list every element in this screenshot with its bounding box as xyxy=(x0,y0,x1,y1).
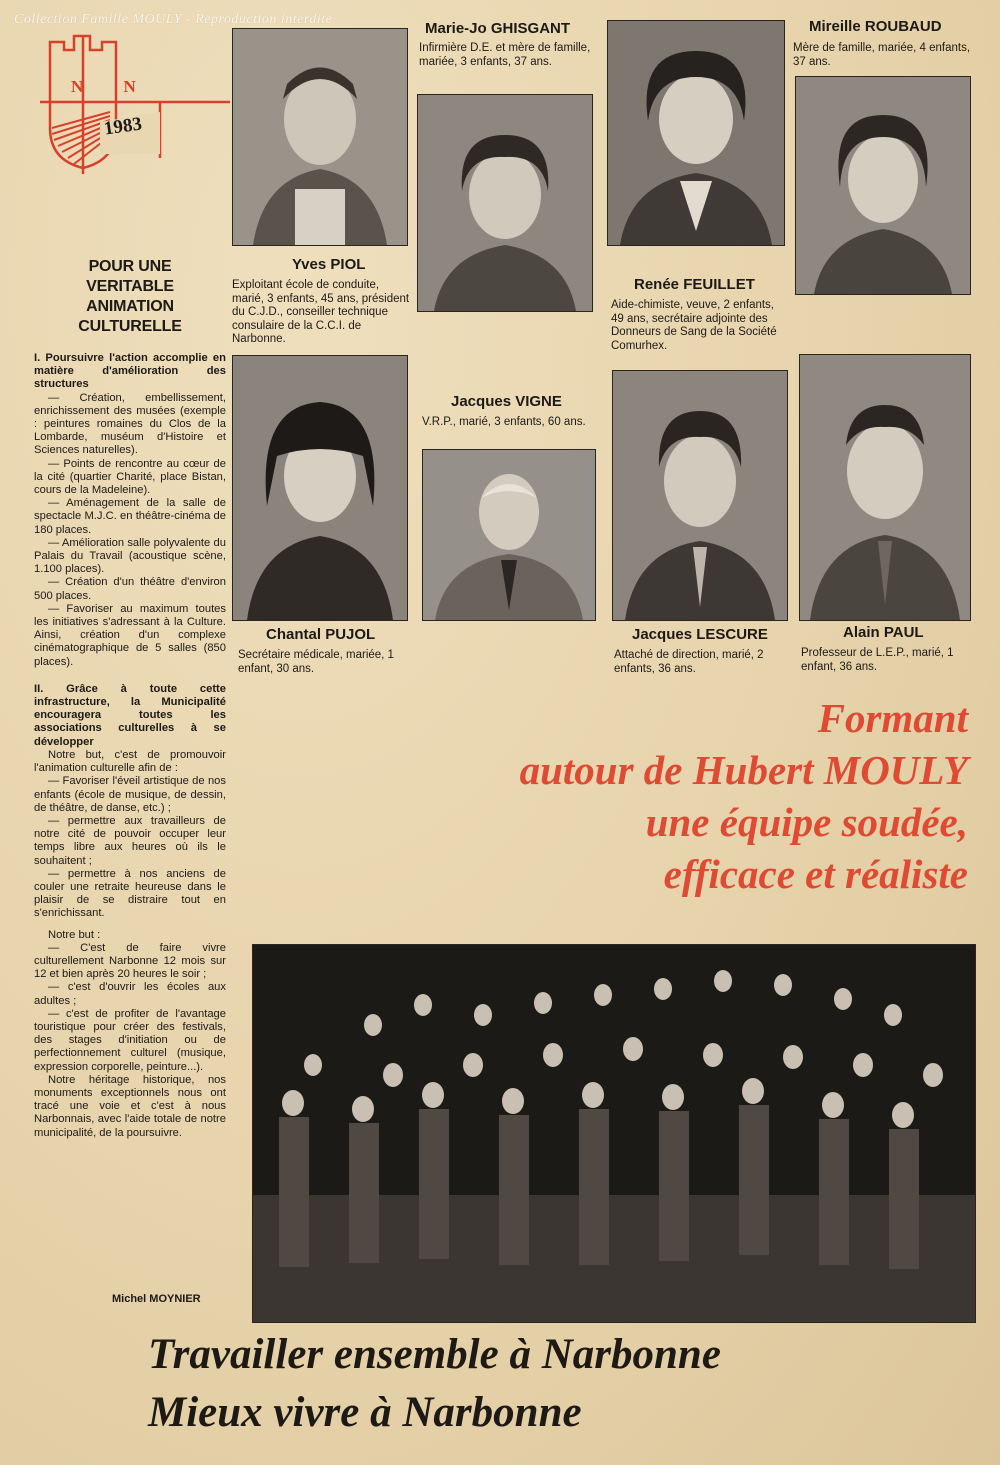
person-bio: V.R.P., marié, 3 enfants, 60 ans. xyxy=(422,416,586,428)
person-bio: Exploitant école de conduite, marié, 3 enfants, 45 ans, président du C.J.D., conseiller technique consulaire de la C.C.I. de Narbonne. xyxy=(232,279,410,345)
person-name: Jacques LESCURE xyxy=(632,626,768,643)
photo-marie-jo-ghisgant xyxy=(417,94,593,312)
subheading: II. Grâce à toute cette infrastructure, la Municipalité encouragera toutes les associations culturelles à se développer xyxy=(34,682,226,748)
section-title-line: VERITABLE xyxy=(86,278,174,295)
photo-chantal-pujol xyxy=(232,355,408,621)
paragraph: — Création d'un théâtre d'environ 500 places. xyxy=(34,576,226,602)
paragraph: — Points de rencontre au cœur de la cité (quartier Charité, place Bistan, cours de la Madeleine). xyxy=(34,457,226,497)
section-title-line: ANIMATION xyxy=(86,298,174,315)
person-bio: Professeur de L.E.P., marié, 1 enfant, 36 ans. xyxy=(801,647,954,673)
headline-line: autour de Hubert MOULY xyxy=(519,747,968,793)
photo-yves-piol xyxy=(232,28,408,246)
section-title xyxy=(60,257,200,337)
article-column xyxy=(34,352,226,1140)
watermark: Collection Famille MOULY - Reproduction interdite xyxy=(14,12,333,27)
paragraph: — permettre à nos anciens de couler une retraite heureuse dans le plaisir de se distraire tout en s'enrichissant. xyxy=(34,867,226,920)
paragraph: — Aménagement de la salle de spectacle M.J.C. en théâtre-cinéma de 180 places. xyxy=(34,497,226,536)
slogan xyxy=(148,1326,721,1442)
slogan-line: Mieux vivre à Narbonne xyxy=(148,1389,582,1436)
logo xyxy=(40,28,230,178)
slogan-line: Travailler ensemble à Narbonne xyxy=(148,1331,721,1378)
person-name: Renée FEUILLET xyxy=(634,276,755,293)
subheading: I. Poursuivre l'action accomplie en matière d'amélioration des structures xyxy=(34,352,226,391)
photo-jacques-lescure xyxy=(612,370,788,621)
paragraph: Notre but : xyxy=(48,928,101,941)
person-bio: Aide-chimiste, veuve, 2 enfants, 49 ans, secrétaire adjointe des Donneurs de Sang de la Société Comurhex. xyxy=(611,299,777,352)
person-bio: Mère de famille, mariée, 4 enfants, 37 ans. xyxy=(793,42,971,68)
headline-line: une équipe soudée, xyxy=(645,799,968,845)
section-title-line: POUR UNE xyxy=(88,258,172,275)
signature: Michel MOYNIER xyxy=(112,1293,201,1305)
paragraph: — c'est de profiter de l'avantage touristique pour créer des festivals, des stages d'initiation ou de perfectionnement culturel (musique, expression corporelle, peinture...). xyxy=(34,1007,226,1073)
paragraph: Notre héritage historique, nos monuments exceptionnels nous ont tracé une voie et c'est à nous Narbonnais, avec l'aide totale de notre municipalité, de la poursuivre. xyxy=(34,1073,226,1139)
paragraph: — C'est de faire vivre culturellement Narbonne 12 mois sur 12 et bien après 20 heures le soir ; xyxy=(34,941,226,981)
person-bio: Secrétaire médicale, mariée, 1 enfant, 30 ans. xyxy=(238,649,394,675)
logo-letters: N N xyxy=(71,77,154,96)
headline xyxy=(288,692,968,900)
paragraph: — c'est d'ouvrir les écoles aux adultes ; xyxy=(34,981,226,1007)
photo-alain-paul xyxy=(799,354,971,621)
logo-year: 1983 xyxy=(102,113,144,140)
paragraph: — Amélioration salle polyvalente du Palais du Travail (acoustique scène, 1.100 places). xyxy=(34,536,226,576)
photo-mireille-roubaud xyxy=(795,76,971,295)
photo-renee-feuillet xyxy=(607,20,785,246)
person-name: Mireille ROUBAUD xyxy=(809,18,942,35)
paragraph: Notre but, c'est de promouvoir l'animation culturelle afin de : xyxy=(34,748,226,775)
person-name: Yves PIOL xyxy=(292,256,366,273)
person-bio: Attaché de direction, marié, 2 enfants, 36 ans. xyxy=(614,649,764,675)
paragraph: — Favoriser au maximum toutes les initiatives s'adressant à la Culture. Ainsi, création d'un complexe cinématographique de 5 salles (850 places). xyxy=(34,602,226,668)
photo-jacques-vigne xyxy=(422,449,596,621)
headline-line: efficace et réaliste xyxy=(663,851,968,897)
paragraph: — Favoriser l'éveil artistique de nos enfants (école de musique, de dessin, de théâtre, de danse, etc.) ; xyxy=(34,775,226,814)
person-name: Alain PAUL xyxy=(843,624,924,641)
headline-line: Formant xyxy=(817,695,968,741)
person-bio: Infirmière D.E. et mère de famille, mariée, 3 enfants, 37 ans. xyxy=(419,42,591,68)
person-name: Chantal PUJOL xyxy=(266,626,376,643)
section-title-line: CULTURELLE xyxy=(78,318,182,335)
paragraph: — Création, embellissement, enrichissement des musées (exemple : peintures romaines du Clos de la Lombarde, muséum d'Histoire et Sciences naturelles). xyxy=(34,391,226,457)
person-name: Jacques VIGNE xyxy=(451,393,562,410)
paragraph: — permettre aux travailleurs de notre cité de pouvoir occuper leur temps libre aux heures où ils le souhaitent ; xyxy=(34,814,226,867)
group-photo xyxy=(252,944,976,1323)
person-name: Marie-Jo GHISGANT xyxy=(425,20,571,37)
